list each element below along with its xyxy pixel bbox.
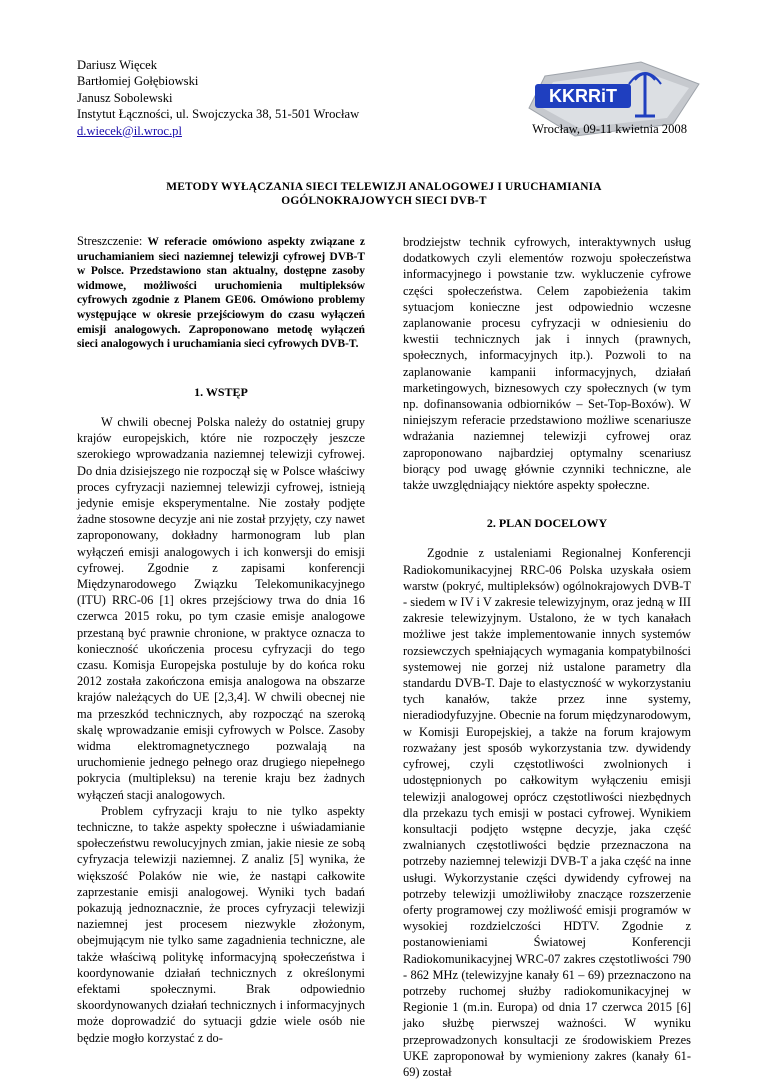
- title-line: METODY WYŁĄCZANIA SIECI TELEWIZJI ANALOGOWEJ I URUCHAMIANIA: [166, 181, 602, 193]
- author-block: [77, 57, 359, 139]
- abstract-label: Streszczenie:: [77, 234, 143, 248]
- conference-place-date: Wrocław, 09-11 kwietnia 2008: [532, 122, 687, 136]
- paper-title: [77, 180, 691, 208]
- left-column: [77, 234, 365, 1046]
- abstract: [77, 234, 365, 352]
- author-name: Janusz Sobolewski: [77, 90, 173, 105]
- abstract-text: W referacie omówiono aspekty związane z uruchamianiem sieci naziemnej telewizji cyfrowej DVB-T w Polsce. Przedstawiono stan aktualny, dostępne zasoby widmowe, możliwości uruchomienia multipleksów cyfrowych zgodnie z Planem GE06. Omówiono problemy występujące w okresie przejściowym do czasu wyłączeń emisji analogowych. Zaproponowano metodę wyłączeń sieci analogowych i uruchamiania sieci cyfrowych DVB-T.: [77, 236, 365, 351]
- author-name: Dariusz Więcek: [77, 58, 158, 72]
- right-column: [403, 234, 691, 1080]
- institution-address: Instytut Łączności, ul. Swojczycka 38, 51-501 Wrocław: [77, 107, 360, 122]
- paragraph: Zgodnie z ustaleniami Regionalnej Konferencji Radiokomunikacyjnej RRC-06 Polska uzyskała osiem warstw (pokryć, multipleksów) ogólnokrajowych DVB-T - siedem w IV i V zakresie telewizyjnym, oraz jedną w III zakresie telewizyjnym. Ustalono, że w tych kanałach możliwe jest także implementowanie innych systemów rozsiewczych spełniających wymagania kompatybilności systemowej nie gorzej niż ustalone parametry dla standardu DVB-T. Daje to elastyczność w wykorzystaniu tych kanałów, także przez inne systemy, nieradiodyfuzyjne. Obecnie na forum międzynarodowym, w Komisji Europejskiej, a także na forum krajowym rozważany jest sposób wykorzystania tzw. dywidendy cyfrowej, czyli częstotliwości zwolnionych i udostępnionych po całkowitym wyłączeniu emisji telewizji analogowej oprócz częstotliwości niezbędnych dla przekazu tych emisji w postaci cyfrowej. Wynikiem konsultacji podjęto wstępne decyzje, jaka część zwalnianych częstotliwości będzie przeznaczona na potrzeby naziemnej telewizji DVB-T a jaka część na inne usługi. Wykorzystanie części dywidendy cyfrowej na potrzeby telewizji umożliwiłoby znaczące rozszerzenie oferty programowej czy możliwość emisji programów w wysokiej rozdzielczości HDTV. Zgodnie z postanowieniami Światowej Konferencji Radiokomunikacyjnej WRC-07 zakres częstotliwości 790 - 862 MHz (telewizyjne kanały 61 – 69) przeznaczono na potrzeby ruchomej służby radiokomunikacyjnej w Regionie 1 (m.in. Europa) od dnia 17 czerwca 2015 [6] jako służbę pierwszej ważności. W wyniku przeprowadzonych konsultacji ze środowiskiem Prezes UKE zaproponował by wymieniony zakres (kanały 61-69) został: [403, 546, 691, 1079]
- paragraph: Problem cyfryzacji kraju to nie tylko aspekty techniczne, to także aspekty społeczne i uświadamianie społeczeństwu rewolucyjnych zmian, jakie niesie ze sobą cyfryzacja telewizji naziemnej. Z analiz [5] wynika, że większość Polaków nie wie, że nastąpi całkowite zaprzestanie emisji analogowej. Wyniki tych badań pokazują jednoznacznie, że proces cyfryzacji telewizji naziemnej jest procesem niezwykle złożonym, obejmującym nie tylko same zagadnienia techniczne, ale także właściwą politykę informacyjną społeczeństwa i koordynowanie działań technicznych z określonymi efektami społecznymi. Brak odpowiednio skoordynowanych działań technicznych i informacyjnych może doprowadzić do sytuacji gdzie wiele osób nie będzie mogło korzystać z do-: [77, 803, 365, 1045]
- section-heading: 2. PLAN DOCELOWY: [486, 516, 608, 531]
- title-line: OGÓLNOKRAJOWYCH SIECI DVB-T: [281, 195, 487, 207]
- author-name: Bartłomiej Gołębiowski: [77, 74, 199, 89]
- paragraph: W chwili obecnej Polska należy do ostatniej grupy krajów europejskich, które nie rozpoczęły jeszcze szerokiego wprowadzania naziemnej telewizji cyfrowej. Do dnia dzisiejszego nie rozpoczął się w Polsce właściwy proces cyfryzacji naziemnej telewizji cyfrowej, istnieją jedynie emisje eksperymentalne. Nie zostały podjęte żadne stosowne decyzje ani nie został przyjęty, czy nawet zaproponowany, dokładny harmonogram lub plan wyłączeń emisji analogowych i ich konwersji do emisji cyfrowej. Zgodnie z zapisami konferencji Międzynarodowego Związku Telekomunikacyjnego (ITU) RRC-06 [1] okres przejściowy trwa do dnia 16 czerwca 2015 roku, po tym czasie emisje analogowe przestaną być prawnie chronione, w praktyce oznacza to konieczność ukończenia procesu cyfryzacji do tego czasu. Komisja Europejska postuluje by do końca roku 2012 została zakończona emisja analogowa na obszarze krajów należących do UE [2,3,4]. W chwili obecnej nie ma przeszkód technicznych, aby rozpocząć na szeroką skalę wprowadzanie emisji cyfrowych w Polsce. Zasoby widma elektromagnetycznego pozwalają na uruchomienie jednego pełnego oraz drugiego niepełnego pokrycia (multipleksu) na terenie kraju bez żadnych wyłączeń stacji analogowych.: [77, 414, 365, 802]
- paragraph: brodziejstw technik cyfrowych, interaktywnych usług dodatkowych czyli elementów rozwoju społeczeństwa informacyjnego i powstanie tzw. wykluczenie cyfrowe części społeczeństwa. Celem zapobieżenia takim sytuacjom konieczne jest odpowiednio wczesne zaplanowanie procesu cyfryzacji w odniesieniu do kwestii technicznych jak i innych (prawnych, społecznych, informacyjnych itp.). Pozwoli to na zaplanowanie kampanii informacyjnych, działań marketingowych, biznesowych czy społecznych (w tym np. dofinansowania odbiorników – Set-Top-Boxów). W niniejszym referacie przedstawiono możliwe scenariusze wdrażania naziemnej telewizji cyfrowej oraz zaproponowano najbardziej optymalny scenariusz biorący pod uwagę głównie czynniki techniczne, ale także uwzględniający niektóre aspekty społeczne.: [403, 235, 691, 493]
- section-heading: 1. WSTĘP: [194, 384, 248, 399]
- logo-text: KKRRiT: [549, 86, 617, 106]
- author-email-link[interactable]: d.wiecek@il.wroc.pl: [77, 123, 182, 138]
